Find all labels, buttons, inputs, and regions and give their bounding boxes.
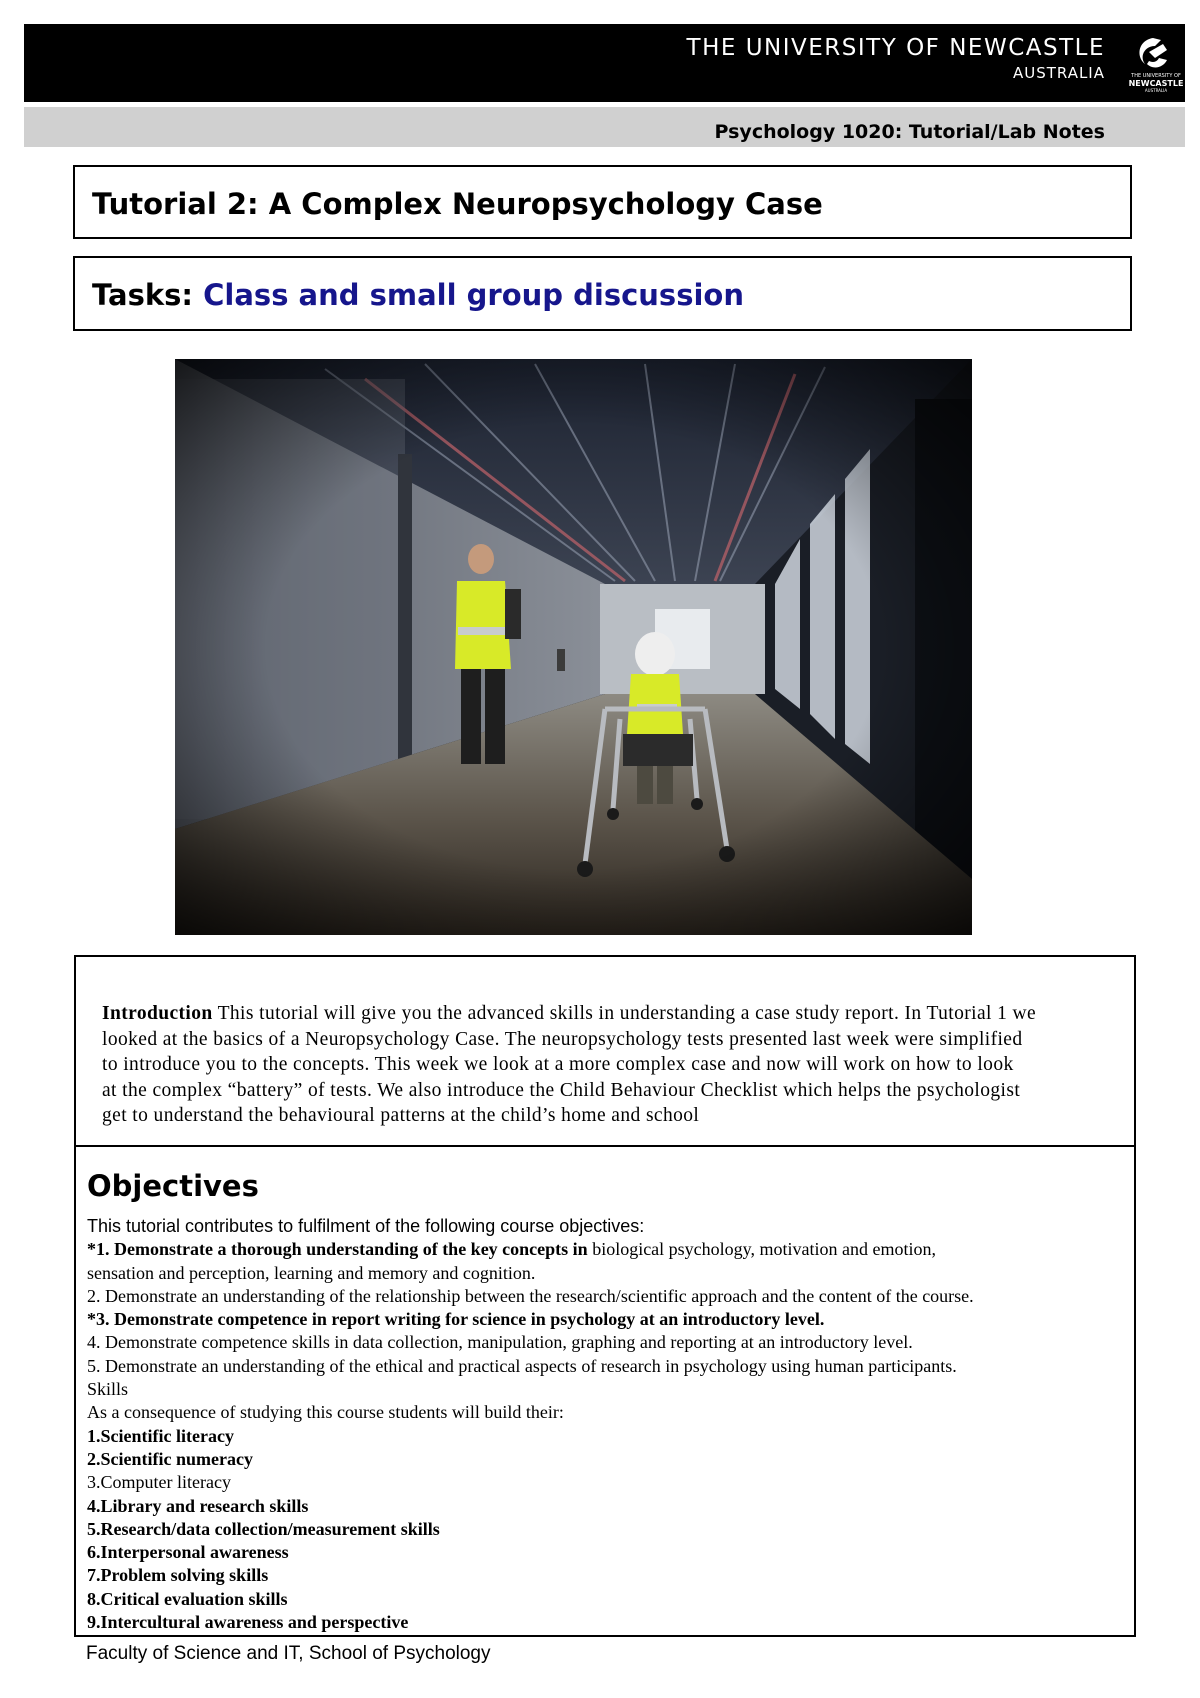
introduction-line-2: looked at the basics of a Neuropsychology Case. The neuropsychology tests presented last week were simplified [102, 1028, 1023, 1050]
introduction-heading: Introduction [102, 1003, 213, 1024]
corridor-photo-illustration [175, 359, 972, 935]
tasks-line [92, 278, 744, 312]
tasks-value: Class and small group discussion [203, 278, 744, 312]
introduction-line-3: to introduce you to the concepts. This week we look at a more complex case and now will work on how to look [102, 1054, 1014, 1075]
skills-intro: As a consequence of studying this course students will build their: [87, 1402, 564, 1423]
skill-item: 1.Scientific literacy [87, 1425, 234, 1446]
university-crest-logo [1127, 30, 1185, 96]
university-header-bar [24, 24, 1185, 102]
objective-5: 5. Demonstrate an understanding of the ethical and practical aspects of research in psychology using human participants. [87, 1355, 957, 1376]
introduction-line-5: get to understand the behavioural patterns at the child’s home and school [102, 1105, 700, 1126]
objectives-intro: This tutorial contributes to fulfilment of the following course objectives: [87, 1216, 645, 1236]
course-bar [24, 107, 1185, 147]
corridor-photo [175, 359, 972, 935]
skill-item: 6.Interpersonal awareness [87, 1542, 289, 1563]
introduction-line-4: at the complex “battery” of tests. We also introduce the Child Behaviour Checklist which helps the psychologist [102, 1079, 1021, 1101]
tutorial-title: Tutorial 2: A Complex Neuropsychology Case [92, 187, 823, 221]
crest-line-3: AUSTRALIA [1144, 88, 1168, 93]
skill-item: 2.Scientific numeracy [87, 1448, 253, 1469]
skill-item: 3.Computer literacy [87, 1472, 231, 1493]
introduction-text [102, 1001, 1122, 1129]
skills-label: Skills [87, 1379, 129, 1400]
objectives-heading: Objectives [87, 1169, 259, 1203]
tasks-label: Tasks: [92, 278, 194, 312]
objective-1-continued: sensation and perception, learning and memory and cognition. [87, 1262, 536, 1283]
skill-item: 5.Research/data collection/measurement skills [87, 1518, 440, 1539]
objective-2: 2. Demonstrate an understanding of the relationship between the research/scientific approach and the content of the course. [87, 1285, 974, 1306]
objective-1 [87, 1238, 1127, 1261]
objective-3: *3. Demonstrate competence in report writing for science in psychology at an introductory level. [87, 1309, 825, 1330]
objective-1-rest: biological psychology, motivation and emotion, [587, 1239, 936, 1260]
skill-item: 9.Intercultural awareness and perspective [87, 1612, 409, 1633]
university-country: AUSTRALIA [1012, 64, 1105, 82]
crest-line-2: NEWCASTLE [1128, 79, 1184, 88]
objectives-box [74, 1145, 1136, 1637]
objectives-list [87, 1215, 1127, 1634]
crest-line-1: THE UNIVERSITY OF [1131, 73, 1181, 79]
skill-item: 7.Problem solving skills [87, 1565, 269, 1586]
page-footer: Faculty of Science and IT, School of Psychology [86, 1643, 491, 1664]
tasks-box [73, 256, 1132, 331]
introduction-box [74, 955, 1136, 1146]
skill-item: 4.Library and research skills [87, 1495, 309, 1516]
skill-item: 8.Critical evaluation skills [87, 1588, 288, 1609]
objective-4: 4. Demonstrate competence skills in data collection, manipulation, graphing and reporting at an introductory level. [87, 1332, 913, 1353]
tutorial-title-box [73, 165, 1132, 239]
introduction-line-1: This tutorial will give you the advanced skills in understanding a case study report. In Tutorial 1 we [217, 1003, 1037, 1024]
course-label: Psychology 1020: Tutorial/Lab Notes [714, 121, 1105, 143]
objective-1-bold: *1. Demonstrate a thorough understanding of the key concepts in [87, 1239, 588, 1260]
university-name: THE UNIVERSITY OF NEWCASTLE [686, 35, 1105, 61]
